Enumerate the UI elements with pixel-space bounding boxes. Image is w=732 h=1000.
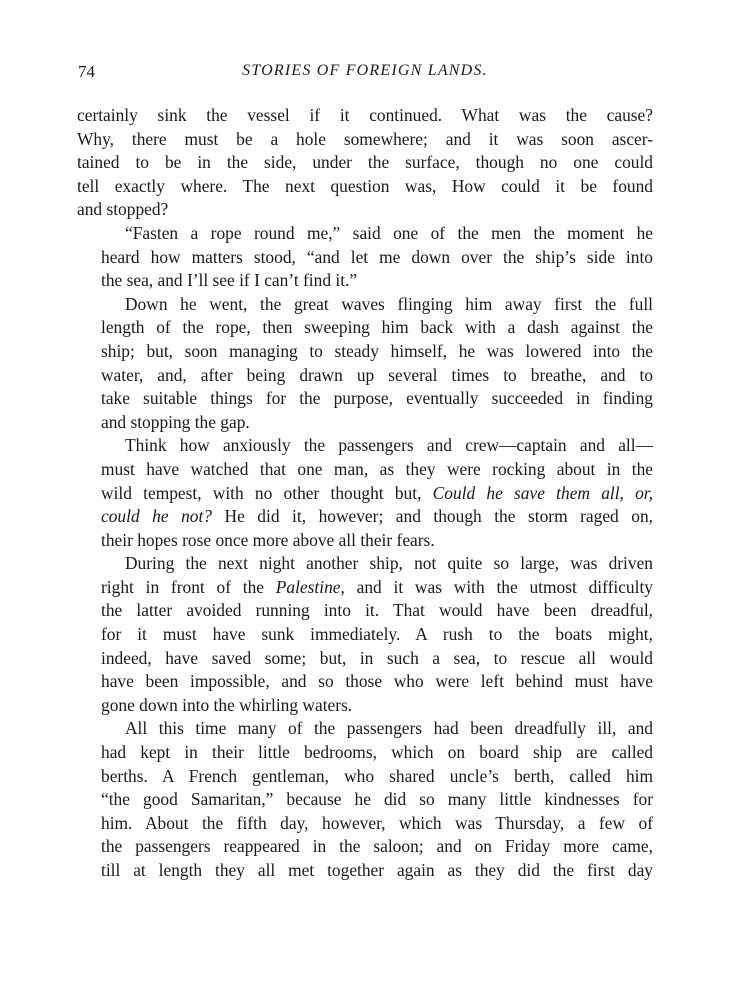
text-line: length of the rope, then sweeping him back with a dash against the bbox=[101, 317, 653, 338]
text-run: , and it was with the utmost difficulty bbox=[340, 576, 653, 597]
text-line: their hopes rose once more above all their fears. bbox=[101, 529, 435, 550]
italic-phrase: could he not? bbox=[101, 506, 212, 527]
text-line: had kept in their little bedrooms, which on board ship are called bbox=[101, 742, 653, 763]
text-line bbox=[77, 505, 653, 529]
running-head: STORIES OF FOREIGN LANDS. bbox=[242, 62, 488, 79]
text-line: Why, there must be a hole somewhere; and it was soon ascer- bbox=[77, 128, 653, 149]
text-line bbox=[77, 482, 653, 506]
text-line: heard how matters stood, “and let me down over the ship’s side into bbox=[101, 246, 653, 267]
text-line: “Fasten a rope round me,” said one of the men the moment he bbox=[125, 222, 653, 243]
text-line: and stopped? bbox=[77, 199, 169, 220]
text-run: wild tempest, with no other thought but, bbox=[101, 482, 422, 503]
text-line: tained to be in the side, under the surface, though no one could bbox=[77, 152, 653, 173]
text-line: till at length they all met together again as they did the first day bbox=[101, 860, 653, 880]
text-line: him. About the fifth day, however, which was Thursday, a few of bbox=[101, 812, 653, 833]
paragraph bbox=[77, 222, 653, 293]
paragraph bbox=[77, 434, 653, 552]
text-line: certainly sink the vessel if it continued. What was the cause? bbox=[77, 105, 653, 125]
italic-phrase: Could he save them all, or, bbox=[432, 482, 653, 503]
text-line: Down he went, the great waves flinging him away first the full bbox=[125, 293, 653, 314]
paragraph bbox=[77, 717, 653, 882]
text-line: All this time many of the passengers had been dreadfully ill, and bbox=[125, 718, 653, 739]
page-number: 74 bbox=[78, 62, 95, 81]
text-line: tell exactly where. The next question was, How could it be found bbox=[77, 175, 653, 196]
paragraph bbox=[77, 104, 653, 222]
text-line: have been impossible, and so those who were left behind must have bbox=[101, 671, 653, 692]
text-line: gone down into the whirling waters. bbox=[101, 694, 353, 715]
text-line: take suitable things for the purpose, eventually succeeded in finding bbox=[101, 388, 653, 409]
text-line: water, and, after being drawn up several times to breathe, and to bbox=[101, 364, 653, 385]
text-run: He did it, however; and though the storm raged on, bbox=[224, 506, 653, 527]
text-line: must have watched that one man, as they were rocking about in the bbox=[101, 458, 653, 479]
text-line bbox=[77, 576, 653, 600]
text-line: ship; but, soon managing to steady himself, he was lowered into the bbox=[101, 340, 653, 361]
text-line: and stopping the gap. bbox=[101, 411, 250, 432]
paragraph bbox=[77, 293, 653, 435]
paragraph bbox=[77, 552, 653, 717]
text-line: During the next night another ship, not quite so large, was driven bbox=[125, 553, 653, 574]
body-text bbox=[77, 104, 653, 883]
text-line: “the good Samaritan,” because he did so many little kindnesses for bbox=[101, 789, 653, 810]
text-line: berths. A French gentleman, who shared uncle’s berth, called him bbox=[101, 765, 653, 786]
text-line: indeed, have saved some; but, in such a sea, to rescue all would bbox=[101, 647, 653, 668]
ship-name: Palestine bbox=[275, 576, 341, 597]
text-line: the passengers reappeared in the saloon; and on Friday more came, bbox=[101, 836, 653, 857]
page-header bbox=[78, 62, 652, 86]
text-line: the sea, and I’ll see if I can’t find it.” bbox=[101, 270, 358, 291]
text-run: right in front of the bbox=[101, 576, 264, 597]
text-line: for it must have sunk immediately. A rush to the boats might, bbox=[101, 624, 653, 645]
text-line: the latter avoided running into it. That would have been dreadful, bbox=[101, 600, 653, 621]
text-line: Think how anxiously the passengers and crew—captain and all— bbox=[125, 435, 653, 456]
